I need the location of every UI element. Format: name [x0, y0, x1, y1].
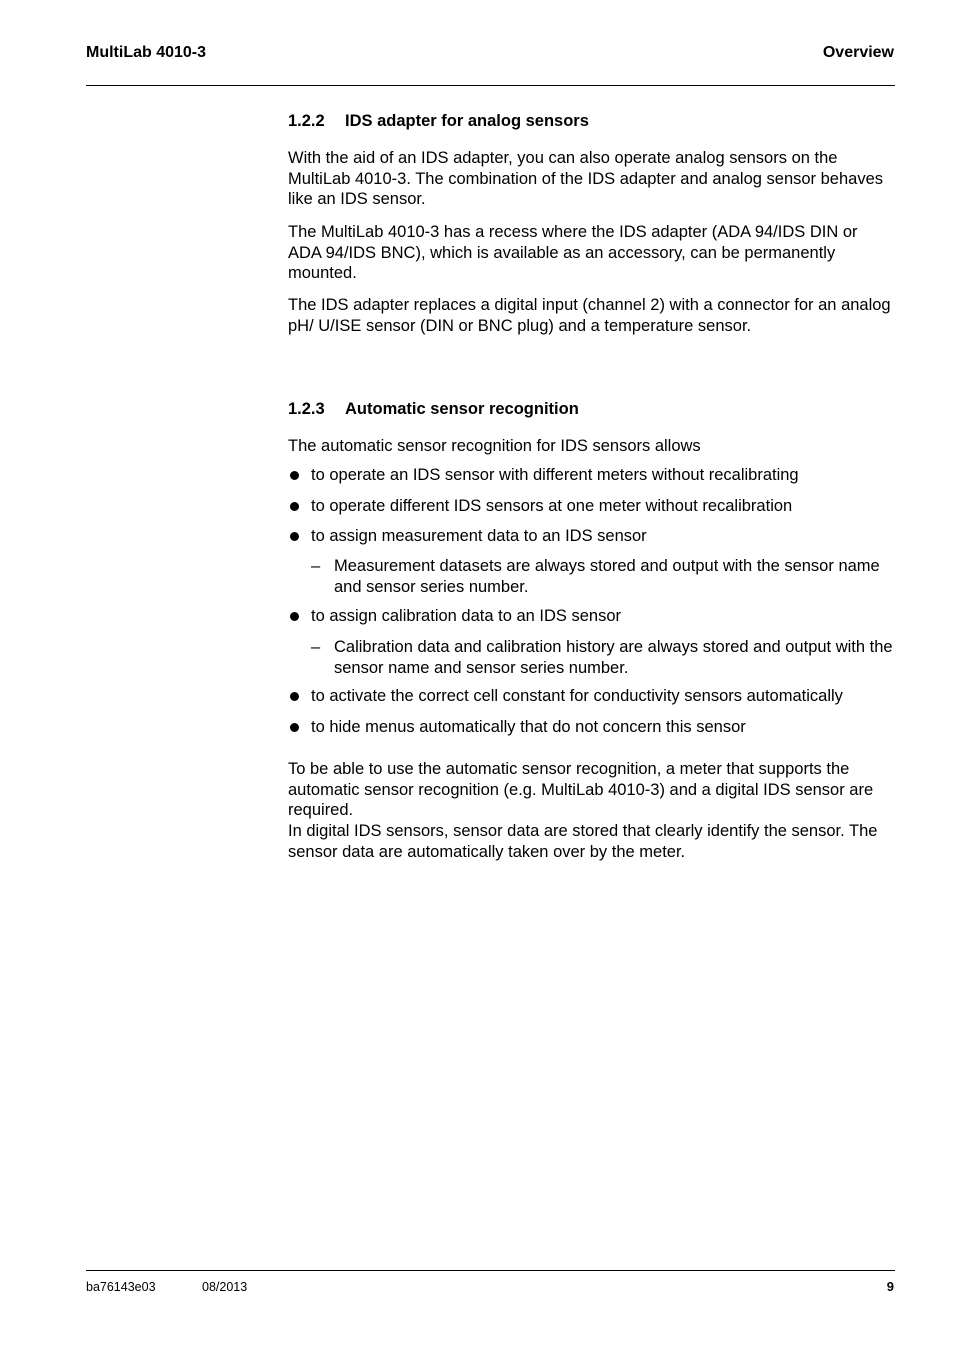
footer-divider — [86, 1270, 895, 1271]
paragraph-ids-adapter-intro: With the aid of an IDS adapter, you can also operate analog sensors on the MultiLab 4010-3. The combination of the IDS adapter and analog sensor behaves like an IDS sensor. — [288, 149, 884, 208]
dash-icon: – — [311, 557, 321, 575]
page-number: 9 — [886, 1279, 894, 1294]
section-number: 1.2.3 — [288, 400, 325, 418]
header-divider — [86, 85, 895, 86]
section-title: IDS adapter for analog sensors — [345, 112, 589, 130]
paragraph-sensor-data: In digital IDS sensors, sensor data are stored that clearly identify the sensor. The sensor data are automatically taken over by the meter. — [288, 822, 878, 861]
footer-date: 08/2013 — [202, 1280, 248, 1294]
paragraph-recognition-intro: The automatic sensor recognition for IDS sensors allows — [288, 437, 701, 455]
bullet-icon — [290, 532, 299, 541]
paragraph-ids-adapter-replaces: The IDS adapter replaces a digital input (channel 2) with a connector for an analog pH/ U/ISE sensor (DIN or BNC plug) and a temperature sensor. — [288, 296, 891, 335]
bullet-icon — [290, 723, 299, 732]
bullet-icon — [290, 502, 299, 511]
section-heading-1-2-3 — [288, 399, 579, 419]
paragraph-recognition-requirements: To be able to use the automatic sensor recognition, a meter that supports the automatic sensor recognition (e.g. MultiLab 4010-3) and a digital IDS sensor are required. — [288, 760, 874, 819]
header-chapter-title: Overview — [822, 44, 894, 61]
dash-icon: – — [311, 638, 321, 656]
footer-doc-code: ba76143e03 — [86, 1280, 156, 1294]
section-heading-1-2-2 — [288, 111, 589, 131]
paragraph-ids-adapter-recess: The MultiLab 4010-3 has a recess where the IDS adapter (ADA 94/IDS DIN or ADA 94/IDS BNC), which is available as an accessory, can be permanently mounted. — [288, 223, 858, 282]
bullet-icon — [290, 612, 299, 621]
section-title: Automatic sensor recognition — [345, 400, 579, 418]
header-product-name: MultiLab 4010-3 — [86, 44, 207, 61]
section-number: 1.2.2 — [288, 112, 325, 130]
bullet-icon — [290, 692, 299, 701]
bullet-icon — [290, 471, 299, 480]
